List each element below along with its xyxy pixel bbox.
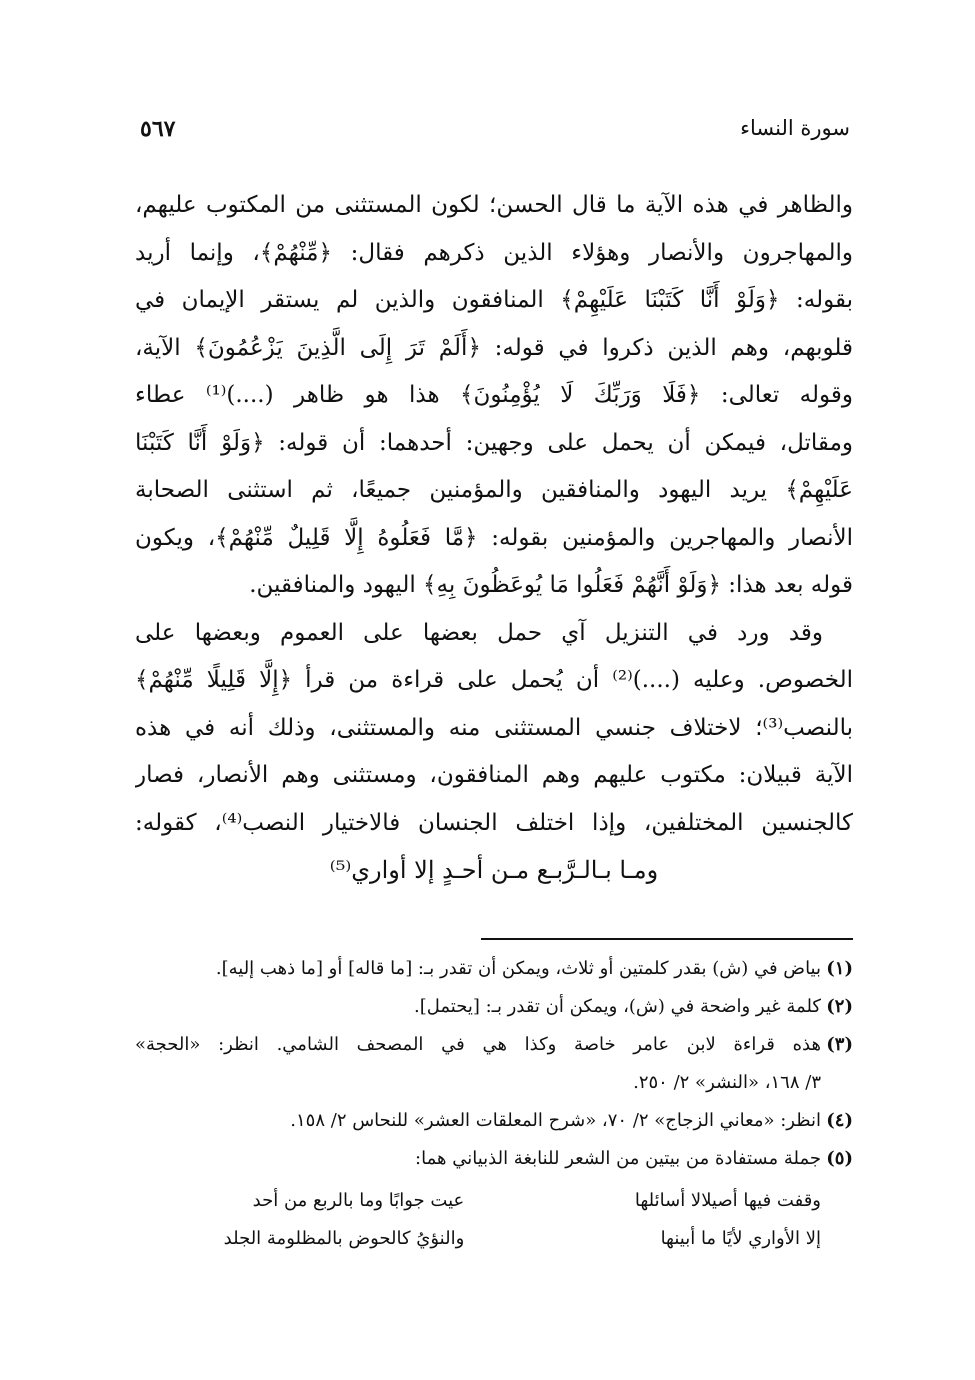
paragraph-start-line: وقد ورد في التنزيل آي حمل بعضها على العموم وبعضها على	[135, 619, 823, 646]
footnote-1	[135, 950, 853, 988]
footnote-4	[135, 1102, 853, 1140]
text-line: والظاهر في هذه الآية ما قال الحسن؛ لكون المستثنى من المكتوب عليهم،	[135, 192, 853, 218]
text-line: ومقاتل، فيمكن أن يحمل على وجهين: أحدهما: أن قوله: ﴿وَلَوْ أَنَّا كَتَبْنَا	[135, 429, 853, 456]
text-line: عَلَيْهِمْ﴾ يريد اليهود والمنافقين والمؤمنين جميعًا، ثم استثنى الصحابة	[135, 477, 853, 503]
poem-second-hemistich: عيت جوابًا وما بالربع من أحد	[252, 1190, 465, 1211]
quoted-verse: ومـا بـالـرَّبـع مـن أحـدٍ إلا أواري⁽⁵⁾	[329, 856, 659, 884]
footnote-text: جملة مستفادة من بيتين من الشعر للنابغة الذبياني هما:	[415, 1148, 821, 1169]
text-line: والمهاجرون والأنصار وهؤلاء الذين ذكرهم فقال: ﴿مِّنْهُمْ﴾، وإنما أريد	[135, 239, 853, 266]
poem-verse-row	[135, 1220, 853, 1258]
footnote-3	[135, 1026, 853, 1102]
footnote-text: بياض في (ش) بقدر كلمتين أو ثلاث، ويمكن أن تقدر بـ: [ما قاله] أو [ما ذهب إليه].	[215, 958, 821, 979]
footnote-text: ٣/ ١٦٨، «النشر» ٢/ ٢٥٠.	[633, 1072, 821, 1093]
main-text	[135, 182, 853, 895]
footnote-number: (٤)	[826, 1110, 853, 1131]
footnote-text: انظر: «معاني الزجاج» ٢/ ٧٠، «شرح المعلقات العشر» للنحاس ٢/ ١٥٨.	[290, 1110, 821, 1131]
poem-first-hemistich: إلا الأواري لأيًا ما أبينها	[660, 1228, 821, 1249]
footnote-number: (٣)	[826, 1034, 853, 1055]
text-line: الخصوص. وعليه (....)⁽²⁾ أن يُحمل على قراءة من قرأ ﴿إِلَّا قَلِيلًا مِّنْهُمْ﴾	[135, 667, 853, 693]
footnote-text: هذه قراءة لابن عامر خاصة وكذا هي في المصحف الشامي. انظر: «الحجة»	[135, 1034, 821, 1055]
footnote-separator	[481, 938, 853, 940]
footnote-number: (١)	[826, 958, 853, 979]
footnote-2	[135, 988, 853, 1026]
footnote-number: (٢)	[826, 996, 853, 1017]
footnote-text: كلمة غير واضحة في (ش)، ويمكن أن تقدر بـ: [يحتمل].	[414, 996, 821, 1017]
page-header	[140, 110, 850, 150]
text-line: كالجنسين المختلفين، وإذا اختلف الجنسان فالاختيار النصب⁽⁴⁾، كقوله:	[135, 809, 853, 836]
text-line: بالنصب⁽³⁾؛ لاختلاف جنسي المستثنى منه والمستثنى، وذلك أنه في هذه	[135, 714, 853, 741]
poem-verses	[135, 1182, 853, 1258]
page-number: ٥٦٧	[140, 116, 176, 142]
text-line: قوله بعد هذا: ﴿وَلَوْ أَنَّهُمْ فَعَلُوا مَا يُوعَظُونَ بِهِ﴾ اليهود والمنافقين.	[249, 572, 853, 598]
footnote-5	[135, 1140, 853, 1178]
text-line: وقوله تعالى: ﴿فَلَا وَرَبِّكَ لَا يُؤْمِنُونَ﴾ هذا هو ظاهر (....)⁽¹⁾ عطاء	[135, 382, 853, 408]
text-line: الأنصار والمهاجرين والمؤمنين بقوله: ﴿مَّا فَعَلُوهُ إِلَّا قَلِيلٌ مِّنْهُمْ﴾، ويكون	[135, 524, 853, 551]
text-line: الآية قبيلان: مكتوب عليهم وهم المنافقون، ومستثنى وهم الأنصار، فصار	[135, 762, 853, 788]
text-line: بقوله: ﴿وَلَوْ أَنَّا كَتَبْنَا عَلَيْهِمْ﴾ المنافقون والذين لم يستقر الإيمان في	[135, 287, 853, 313]
poem-first-hemistich: وقفت فيها أصيلالا أسائلها	[634, 1190, 821, 1211]
text-line: قلوبهم، وهم الذين ذكروا في قوله: ﴿أَلَمْ تَرَ إِلَى الَّذِينَ يَزْعُمُونَ﴾ الآية،	[135, 334, 853, 361]
running-title: سورة النساء	[740, 116, 850, 140]
footnote-number: (٥)	[826, 1148, 853, 1169]
footnotes	[135, 950, 853, 1258]
poem-second-hemistich: والنؤيُ كالحوض بالمظلومة الجلد	[223, 1228, 465, 1249]
poem-verse-row	[135, 1182, 853, 1220]
